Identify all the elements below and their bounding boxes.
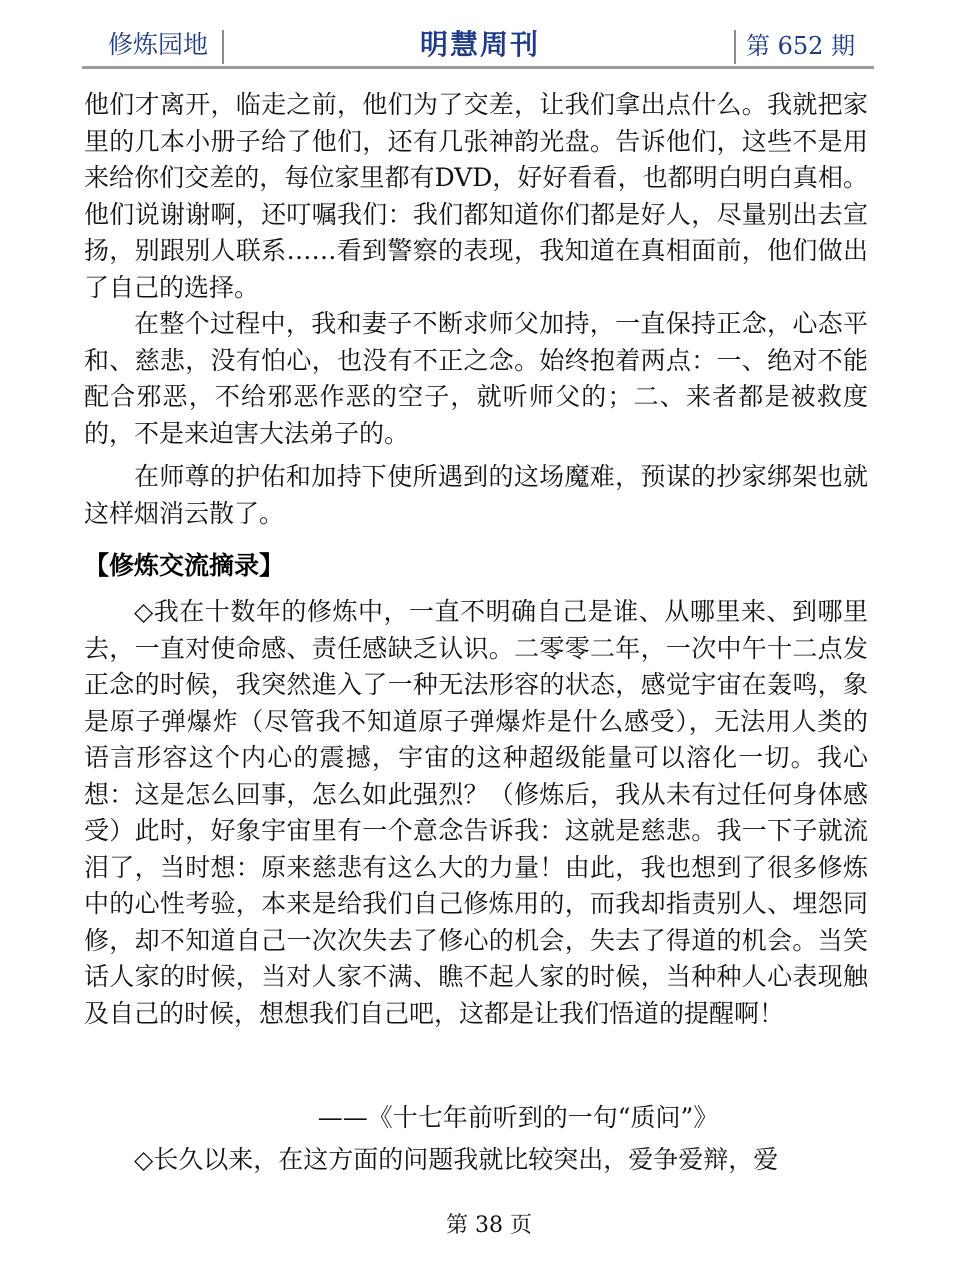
paragraph-1: 他们才离开，临走之前，他们为了交差，让我们拿出点什么。我就把家里的几本小册子给了他们，还有几张神韵光盘。告诉他们，这些不是用来给你们交差的，每位家里都有DVD，好好看看，也都明白明白真相。他们说谢谢啊，还叮嘱我们：我们都知道你们都是好人，尽量别出去宣扬，别跟别人联系……看到警察的表现，我知道在真相面前，他们做出了自己的选择。	[84, 90, 868, 302]
excerpt-source-title: ——《十七年前听到的一句“质问”》	[317, 1103, 719, 1132]
header-separator-right	[734, 30, 736, 64]
header-publication-title: 明慧周刊	[419, 28, 540, 61]
header-separator-left	[222, 30, 224, 64]
header-section-name: 修炼园地	[108, 30, 209, 59]
header-issue-number: 第 652 期	[746, 31, 856, 60]
section-heading: 【修炼交流摘录】	[84, 551, 285, 580]
paragraph-3: 在师尊的护佑和加持下使所遇到的这场魔难，预谋的抄家绑架也就这样烟消云散了。	[84, 462, 868, 528]
paragraph-2: 在整个过程中，我和妻子不断求师父加持，一直保持正念，心态平和、慈悲，没有怕心，也没有不正之念。始终抱着两点：一、绝对不能配合邪恶，不给邪恶作恶的空子，就听师父的；二、来者都是被救度的，不是来迫害大法弟子的。	[84, 309, 868, 448]
page-number: 第 38 页	[446, 1213, 532, 1238]
header-rule	[82, 66, 874, 69]
excerpt-paragraph-1: ◇我在十数年的修炼中，一直不明确自己是谁、从哪里来、到哪里去，一直对使命感、责任感缺乏认识。二零零二年，一次中午十二点发正念的时候，我突然進入了一种无法形容的状态，感觉宇宙在轰鸣，象是原子弹爆炸（尽管我不知道原子弹爆炸是什么感受），无法用人类的语言形容这个内心的震撼，宇宙的这种超级能量可以溶化一切。我心想：这是怎么回事，怎么如此强烈？（修炼后，我从未有过任何身体感受）此时，好象宇宙里有一个意念告诉我：这就是慈悲。我一下子就流泪了，当时想：原来慈悲有这么大的力量！由此，我也想到了很多修炼中的心性考验，本来是给我们自己修炼用的，而我却指责别人、埋怨同修，却不知道自己一次次失去了修心的机会，失去了得道的机会。当笑话人家的时候，当对人家不满、瞧不起人家的时候，当种种人心表现触及自己的时候，想想我们自己吧，这都是让我们悟道的提醒啊！	[84, 597, 868, 1028]
excerpt-paragraph-2: ◇长久以来，在这方面的问题我就比较突出，爱争爱辩，爱	[134, 1145, 779, 1174]
